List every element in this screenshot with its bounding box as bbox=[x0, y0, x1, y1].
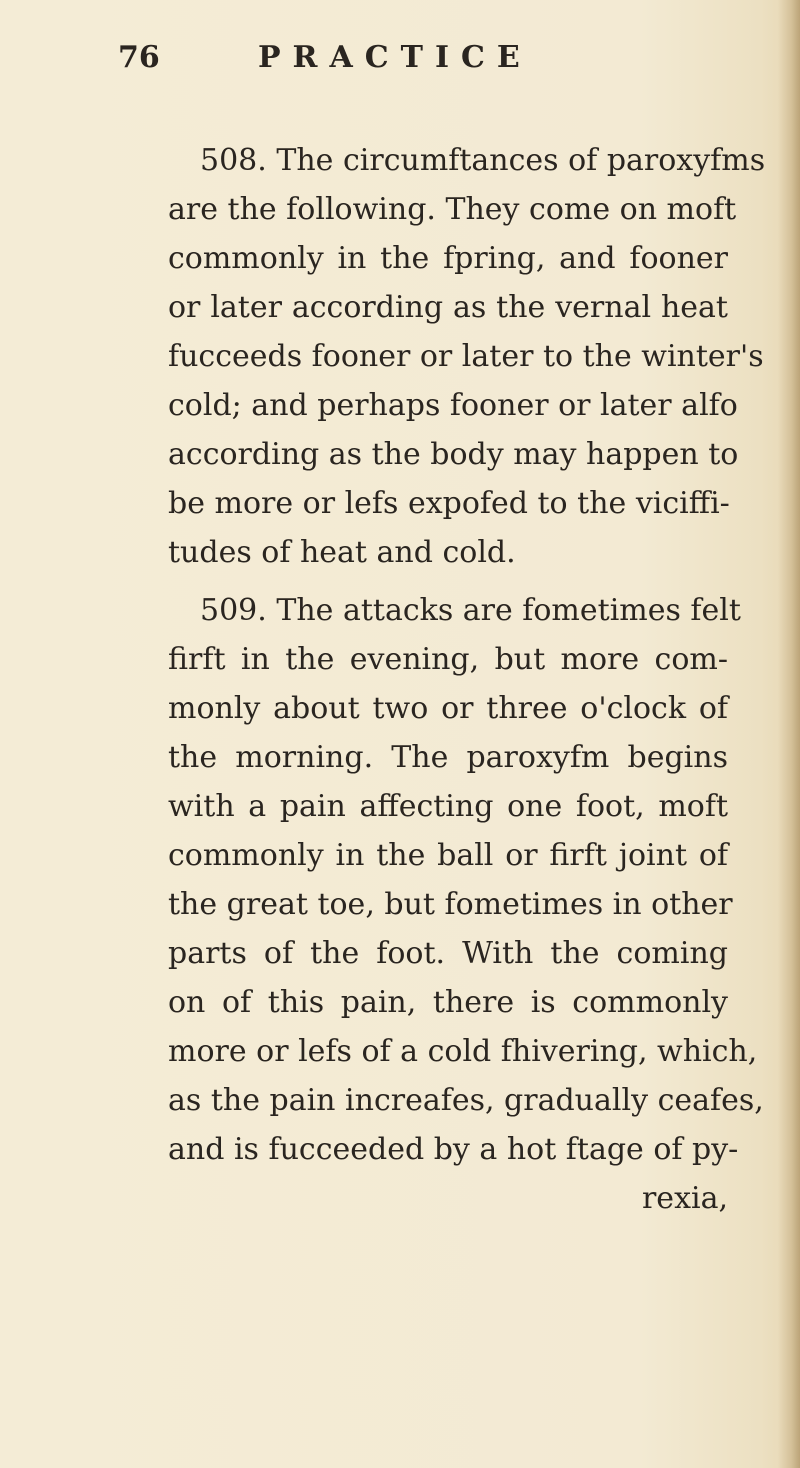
running-title: PRACTICE bbox=[258, 40, 532, 75]
text-line: or later according as the vernal heat bbox=[168, 290, 728, 325]
text-line: 508. The circumftances of paroxyfms bbox=[200, 143, 766, 178]
text-line: be more or lefs expofed to the viciffi- bbox=[168, 486, 730, 521]
text-line: firft in the evening, but more com- bbox=[168, 642, 728, 677]
catchword: rexia, bbox=[641, 1181, 728, 1216]
text-line: with a pain affecting one foot, moft bbox=[168, 789, 728, 824]
text-line: commonly in the ball or firft joint of bbox=[168, 838, 728, 873]
text-line: monly about two or three o'clock of bbox=[168, 691, 728, 726]
text-line: tudes of heat and cold. bbox=[168, 535, 516, 570]
text-line: as the pain increafes, gradually ceafes, bbox=[168, 1083, 764, 1118]
text-line: according as the body may happen to bbox=[168, 437, 739, 472]
text-line: the morning. The paroxyfm begins bbox=[168, 740, 728, 775]
text-line: 509. The attacks are fometimes felt bbox=[200, 593, 741, 628]
page-edge-shadow bbox=[778, 0, 800, 1468]
text-line: commonly in the fpring, and fooner bbox=[168, 241, 728, 276]
page-number: 76 bbox=[118, 40, 160, 75]
text-line: more or lefs of a cold fhivering, which, bbox=[168, 1034, 758, 1069]
paragraph-508 bbox=[168, 136, 766, 577]
text-line: fucceeds fooner or later to the winter's bbox=[168, 339, 764, 374]
page-header bbox=[118, 38, 578, 78]
text-line: and is fucceeded by a hot ftage of py- bbox=[168, 1132, 739, 1167]
text-line: cold; and perhaps fooner or later alfo bbox=[168, 388, 738, 423]
text-line: parts of the foot. With the coming bbox=[168, 936, 728, 971]
text-line: are the following. They come on moft bbox=[168, 192, 737, 227]
text-line: the great toe, but fometimes in other bbox=[168, 887, 733, 922]
paragraph-509 bbox=[168, 586, 764, 1223]
text-line: on of this pain, there is commonly bbox=[168, 985, 728, 1020]
